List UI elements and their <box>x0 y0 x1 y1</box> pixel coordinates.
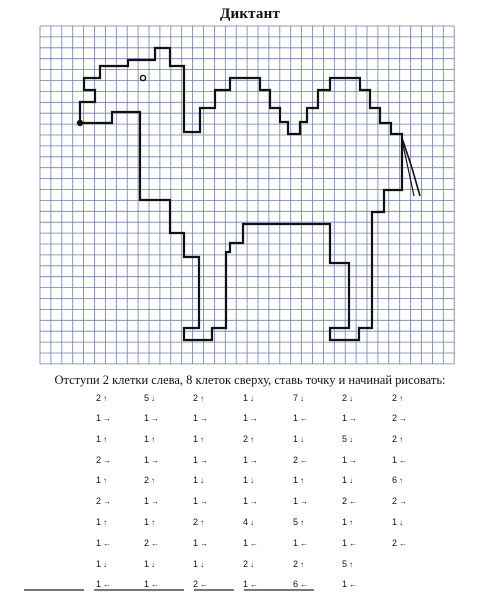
command-cell <box>381 492 417 510</box>
arrow-down-icon: ↓ <box>250 518 254 527</box>
arrow-left-icon: ← <box>103 539 111 548</box>
arrow-left-icon: ← <box>250 580 258 589</box>
command-count: 2 <box>192 517 198 527</box>
command-count: 2 <box>95 496 101 506</box>
command-count: 5 <box>341 559 347 569</box>
command-cell <box>182 555 218 573</box>
command-cell <box>331 534 367 552</box>
arrow-right-icon: → <box>200 414 208 423</box>
arrow-right-icon: → <box>250 414 258 423</box>
command-count: 2 <box>391 538 397 548</box>
command-count: 2 <box>143 538 149 548</box>
arrow-right-icon: → <box>349 456 357 465</box>
arrow-down-icon: ↓ <box>250 394 254 403</box>
command-count: 1 <box>143 559 149 569</box>
command-count: 1 <box>95 413 101 423</box>
command-cell <box>182 430 218 448</box>
command-cell <box>381 389 417 407</box>
command-count: 1 <box>192 496 198 506</box>
command-count: 1 <box>341 579 347 589</box>
command-cell <box>282 409 318 427</box>
command-cell <box>331 389 367 407</box>
arrow-up-icon: ↑ <box>200 394 204 403</box>
arrow-right-icon: → <box>103 497 111 506</box>
command-cell <box>85 389 121 407</box>
command-count: 1 <box>242 413 248 423</box>
command-count: 1 <box>95 538 101 548</box>
command-cell <box>182 451 218 469</box>
arrow-right-icon: → <box>151 497 159 506</box>
command-cell <box>85 555 121 573</box>
command-count: 6 <box>391 475 397 485</box>
command-count: 1 <box>95 559 101 569</box>
command-cell <box>133 555 169 573</box>
arrow-right-icon: → <box>103 414 111 423</box>
arrow-up-icon: ↑ <box>349 560 353 569</box>
command-count: 2 <box>391 393 397 403</box>
command-count: 2 <box>242 434 248 444</box>
command-count: 1 <box>242 538 248 548</box>
command-count: 1 <box>95 434 101 444</box>
command-cell <box>232 534 268 552</box>
arrow-down-icon: ↓ <box>200 560 204 569</box>
command-cell <box>282 471 318 489</box>
arrow-down-icon: ↓ <box>103 560 107 569</box>
command-count: 2 <box>292 455 298 465</box>
cut-off-footer-text <box>24 589 354 596</box>
command-count: 5 <box>341 434 347 444</box>
arrow-up-icon: ↑ <box>103 394 107 403</box>
command-cell <box>232 471 268 489</box>
command-cell <box>85 471 121 489</box>
arrow-right-icon: → <box>250 497 258 506</box>
command-count: 2 <box>391 413 397 423</box>
command-count: 1 <box>192 413 198 423</box>
command-cell <box>133 451 169 469</box>
arrow-up-icon: ↑ <box>103 518 107 527</box>
command-cell <box>182 513 218 531</box>
command-count: 1 <box>192 538 198 548</box>
command-cell <box>182 492 218 510</box>
command-cell <box>232 409 268 427</box>
command-cell <box>331 430 367 448</box>
command-cell <box>282 555 318 573</box>
command-cell <box>381 513 417 531</box>
command-cell <box>381 451 417 469</box>
command-count: 1 <box>242 496 248 506</box>
command-count: 1 <box>391 517 397 527</box>
arrow-left-icon: ← <box>151 580 159 589</box>
arrow-up-icon: ↑ <box>151 435 155 444</box>
command-count: 5 <box>292 517 298 527</box>
arrow-down-icon: ↓ <box>151 394 155 403</box>
command-count: 1 <box>292 538 298 548</box>
page-title: Диктант <box>219 6 281 22</box>
command-cell <box>381 430 417 448</box>
command-cell <box>232 492 268 510</box>
arrow-right-icon: → <box>151 456 159 465</box>
arrow-left-icon: ← <box>250 539 258 548</box>
arrow-right-icon: → <box>200 539 208 548</box>
command-count: 2 <box>341 496 347 506</box>
instruction-text: Отступи 2 клетки слева, 8 клеток сверху, ставь точку и начинай рисовать: <box>54 373 446 387</box>
command-cell <box>85 534 121 552</box>
arrow-down-icon: ↓ <box>250 476 254 485</box>
command-count: 4 <box>242 517 248 527</box>
command-count: 1 <box>242 393 248 403</box>
arrow-up-icon: ↑ <box>250 435 254 444</box>
arrow-left-icon: ← <box>399 539 407 548</box>
arrow-right-icon: → <box>349 414 357 423</box>
command-count: 2 <box>95 393 101 403</box>
arrow-up-icon: ↑ <box>103 476 107 485</box>
command-count: 2 <box>192 579 198 589</box>
command-count: 2 <box>391 434 397 444</box>
command-cell <box>133 409 169 427</box>
command-count: 1 <box>143 455 149 465</box>
command-cell <box>182 389 218 407</box>
command-count: 1 <box>391 455 397 465</box>
command-count: 1 <box>95 517 101 527</box>
command-cell <box>282 513 318 531</box>
command-cell <box>182 409 218 427</box>
arrow-right-icon: → <box>300 497 308 506</box>
command-count: 1 <box>242 455 248 465</box>
arrow-down-icon: ↓ <box>349 435 353 444</box>
arrow-up-icon: ↑ <box>399 435 403 444</box>
command-count: 2 <box>95 455 101 465</box>
arrow-right-icon: → <box>399 497 407 506</box>
arrow-right-icon: → <box>399 414 407 423</box>
command-count: 1 <box>143 496 149 506</box>
arrow-right-icon: → <box>250 456 258 465</box>
arrow-down-icon: ↓ <box>349 394 353 403</box>
command-cell <box>182 534 218 552</box>
command-count: 1 <box>292 475 298 485</box>
arrow-down-icon: ↓ <box>300 435 304 444</box>
command-count: 2 <box>292 559 298 569</box>
command-cell <box>331 409 367 427</box>
command-count: 1 <box>192 455 198 465</box>
arrow-right-icon: → <box>200 456 208 465</box>
command-count: 2 <box>391 496 397 506</box>
command-count: 1 <box>192 475 198 485</box>
arrow-left-icon: ← <box>349 580 357 589</box>
command-count: 6 <box>292 579 298 589</box>
command-cell <box>282 430 318 448</box>
command-cell <box>85 430 121 448</box>
arrow-up-icon: ↑ <box>200 518 204 527</box>
command-cell <box>85 513 121 531</box>
command-count: 1 <box>242 579 248 589</box>
command-cell <box>331 492 367 510</box>
command-cell <box>232 389 268 407</box>
arrow-left-icon: ← <box>300 456 308 465</box>
command-count: 1 <box>242 475 248 485</box>
command-count: 1 <box>292 413 298 423</box>
arrow-up-icon: ↑ <box>151 518 155 527</box>
command-count: 1 <box>192 559 198 569</box>
command-count: 1 <box>192 434 198 444</box>
arrow-down-icon: ↓ <box>250 560 254 569</box>
grid-lines <box>40 26 454 364</box>
command-count: 1 <box>95 475 101 485</box>
command-count: 1 <box>143 413 149 423</box>
command-count: 1 <box>341 517 347 527</box>
command-cell <box>85 492 121 510</box>
arrow-up-icon: ↑ <box>300 518 304 527</box>
command-cell <box>331 471 367 489</box>
command-count: 2 <box>242 559 248 569</box>
command-count: 1 <box>292 496 298 506</box>
arrow-down-icon: ↓ <box>399 518 403 527</box>
arrow-right-icon: → <box>103 456 111 465</box>
command-count: 1 <box>341 455 347 465</box>
command-cell <box>381 409 417 427</box>
arrow-up-icon: ↑ <box>103 435 107 444</box>
arrow-up-icon: ↑ <box>399 476 403 485</box>
command-count: 2 <box>192 393 198 403</box>
command-cell <box>133 513 169 531</box>
command-cell <box>85 451 121 469</box>
arrow-left-icon: ← <box>200 580 208 589</box>
arrow-up-icon: ↑ <box>300 560 304 569</box>
command-count: 1 <box>292 434 298 444</box>
command-cell <box>232 451 268 469</box>
command-count: 1 <box>143 434 149 444</box>
command-cell <box>133 430 169 448</box>
command-cell <box>381 471 417 489</box>
arrow-left-icon: ← <box>300 580 308 589</box>
command-cell <box>381 534 417 552</box>
arrow-left-icon: ← <box>349 539 357 548</box>
command-cell <box>331 513 367 531</box>
arrow-left-icon: ← <box>300 539 308 548</box>
camel-eye <box>140 75 145 80</box>
command-count: 1 <box>341 413 347 423</box>
command-cell <box>282 389 318 407</box>
command-count: 1 <box>341 538 347 548</box>
arrow-right-icon: → <box>151 414 159 423</box>
command-cell <box>232 430 268 448</box>
arrow-down-icon: ↓ <box>151 560 155 569</box>
command-cell <box>232 513 268 531</box>
arrow-left-icon: ← <box>399 456 407 465</box>
command-cell <box>331 555 367 573</box>
arrow-down-icon: ↓ <box>349 476 353 485</box>
arrow-up-icon: ↑ <box>200 435 204 444</box>
command-cell <box>282 534 318 552</box>
arrow-down-icon: ↓ <box>300 394 304 403</box>
arrow-right-icon: → <box>200 497 208 506</box>
command-cell <box>232 555 268 573</box>
arrow-up-icon: ↑ <box>349 518 353 527</box>
command-count: 2 <box>341 393 347 403</box>
arrow-up-icon: ↑ <box>399 394 403 403</box>
arrow-left-icon: ← <box>151 539 159 548</box>
command-count: 1 <box>95 579 101 589</box>
command-count: 2 <box>143 475 149 485</box>
arrow-left-icon: ← <box>300 414 308 423</box>
command-cell <box>331 451 367 469</box>
command-cell <box>182 471 218 489</box>
command-cell <box>133 534 169 552</box>
command-cell <box>282 492 318 510</box>
command-cell <box>282 451 318 469</box>
command-count: 7 <box>292 393 298 403</box>
arrow-left-icon: ← <box>349 497 357 506</box>
arrow-up-icon: ↑ <box>151 476 155 485</box>
command-count: 1 <box>143 579 149 589</box>
command-cell <box>133 492 169 510</box>
arrow-left-icon: ← <box>103 580 111 589</box>
arrow-down-icon: ↓ <box>200 476 204 485</box>
command-count: 5 <box>143 393 149 403</box>
command-cell <box>133 389 169 407</box>
command-cell <box>133 471 169 489</box>
command-cell <box>85 409 121 427</box>
start-dot <box>77 120 83 126</box>
arrow-up-icon: ↑ <box>300 476 304 485</box>
command-count: 1 <box>143 517 149 527</box>
command-count: 1 <box>341 475 347 485</box>
